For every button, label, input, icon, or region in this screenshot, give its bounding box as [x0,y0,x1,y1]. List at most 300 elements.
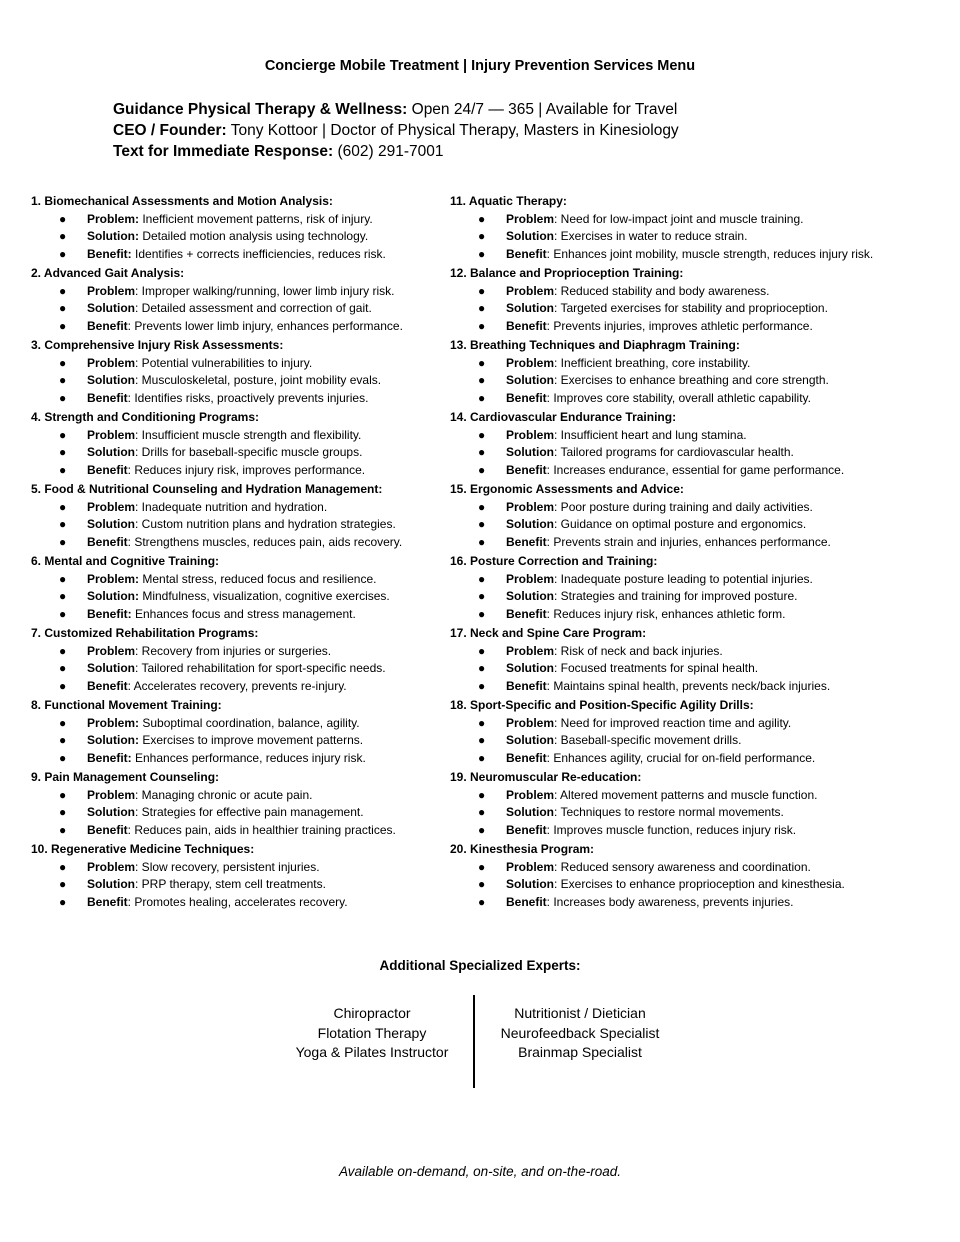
bullet-label: Solution [506,445,554,459]
bullet-item [450,606,920,624]
contact-value: (602) 291-7001 [333,143,444,160]
section-title: 18. Sport-Specific and Position-Specific Agility Drills: [450,698,754,712]
bullet-dot-icon: ● [59,427,67,442]
bullet-label: Solution [506,517,554,531]
bullet-dot-icon: ● [59,822,67,837]
bullet-text: : Baseball-specific movement drills. [554,733,742,747]
section-title: 1. Biomechanical Assessments and Motion Analysis: [31,194,333,208]
bullet-item [31,228,501,246]
bullet-dot-icon: ● [59,318,67,333]
expert-item: Flotation Therapy [317,1024,427,1041]
bullet-text: : Targeted exercises for stability and proprioception. [554,301,828,315]
bullet-dot-icon: ● [478,661,486,675]
bullet-text: : Detailed assessment and correction of gait. [135,301,372,315]
bullet-dot-icon: ● [478,355,486,370]
section-title: 5. Food & Nutritional Counseling and Hydration Management: [31,482,383,496]
bullet-item [450,787,920,805]
bullet-text: : Accelerates recovery, prevents re-injury. [127,678,347,693]
bullet-item [450,732,920,750]
bullet-item [31,715,501,733]
service-section [31,841,501,911]
ceo-value: Tony Kottoor | Doctor of Physical Therapy, Masters in Kinesiology [226,122,679,139]
bullet-item [31,318,501,336]
bullet-dot-icon: ● [478,283,486,298]
service-section [31,481,501,551]
bullet-item [450,894,920,912]
section-title: 8. Functional Movement Training: [31,698,222,712]
bullet-item [31,822,501,840]
bullet-dot-icon: ● [59,859,67,874]
bullet-text: : Enhances joint mobility, muscle strength, reduces injury risk. [546,246,874,261]
bullet-dot-icon: ● [478,643,486,658]
bullet-item [31,534,501,552]
bullet-text: : Poor posture during training and daily activities. [554,499,813,514]
bullet-text: : Reduces injury risk, enhances athletic form. [546,606,786,621]
bullet-dot-icon: ● [59,246,67,261]
bullet-label: Benefit [506,246,547,261]
section-title: 13. Breathing Techniques and Diaphragm Training: [450,338,740,352]
bullet-label: Benefit [87,390,128,405]
bullet-item [450,462,920,480]
bullet-text: : Inadequate posture leading to potential injuries. [554,571,813,586]
bullet-dot-icon: ● [59,499,67,514]
bullet-text: : Prevents injuries, improves athletic performance. [546,318,813,333]
bullet-text: : Risk of neck and back injuries. [554,643,723,658]
bullet-label: Problem [506,715,555,730]
bullet-label: Benefit [87,894,128,909]
bullet-item [31,750,501,768]
bullet-text: : Reduces pain, aids in healthier training practices. [127,822,396,837]
section-title: 19. Neuromuscular Re-education: [450,770,642,784]
bullet-item [31,427,501,445]
services-column-left [31,193,501,913]
bullet-label: Benefit: [87,246,132,261]
experts-list-right [480,1004,680,1063]
bullet-item [31,499,501,517]
section-title: 3. Comprehensive Injury Risk Assessments: [31,338,284,352]
bullet-item [450,300,920,318]
bullet-label: Solution [506,589,554,603]
bullet-text: : Custom nutrition plans and hydration strategies. [135,517,396,531]
bullet-dot-icon: ● [478,211,486,226]
bullet-item [31,571,501,589]
bullet-dot-icon: ● [478,750,486,765]
bullet-text: : Drills for baseball-specific muscle groups. [135,445,363,459]
bullet-dot-icon: ● [478,246,486,261]
bullet-label: Solution [506,805,554,819]
bullet-item [450,390,920,408]
bullet-dot-icon: ● [59,462,67,477]
company-label: Guidance Physical Therapy & Wellness: [113,101,408,118]
bullet-text: : Reduced stability and body awareness. [554,283,770,298]
bullet-dot-icon: ● [59,877,67,891]
bullet-label: Problem [87,859,136,874]
bullet-dot-icon: ● [478,822,486,837]
bullet-label: Problem [506,859,555,874]
bullet-item [450,211,920,229]
bullet-label: Benefit [87,462,128,477]
bullet-label: Benefit [506,318,547,333]
bullet-dot-icon: ● [59,229,67,243]
bullet-item [450,516,920,534]
bullet-item [450,715,920,733]
bullet-text: : Need for improved reaction time and agility. [554,715,792,730]
bullet-dot-icon: ● [478,571,486,586]
section-title: 11. Aquatic Therapy: [450,194,567,208]
service-section [31,769,501,839]
bullet-dot-icon: ● [478,859,486,874]
bullet-item [450,876,920,894]
service-section [31,625,501,695]
bullet-item [31,372,501,390]
section-title: 7. Customized Rehabilitation Programs: [31,626,259,640]
section-title: 14. Cardiovascular Endurance Training: [450,410,677,424]
experts-divider [473,995,475,1088]
bullet-text: : Reduces injury risk, improves performance. [127,462,366,477]
footer-note: Available on-demand, on-site, and on-the-road. [339,1164,621,1179]
bullet-item [31,606,501,624]
bullet-label: Benefit [506,822,547,837]
ceo-line [113,120,679,141]
bullet-text: : Prevents strain and injuries, enhances performance. [546,534,831,549]
bullet-item [31,859,501,877]
bullet-dot-icon: ● [59,534,67,549]
bullet-dot-icon: ● [59,661,67,675]
section-title: 10. Regenerative Medicine Techniques: [31,842,255,856]
bullet-item [450,571,920,589]
bullet-text: : Recovery from injuries or surgeries. [135,643,332,658]
bullet-text: : Insufficient heart and lung stamina. [554,427,747,442]
bullet-item [450,318,920,336]
services-column-right [450,193,920,913]
contact-label: Text for Immediate Response: [113,143,334,160]
service-section [450,841,920,911]
bullet-item [450,804,920,822]
bullet-dot-icon: ● [59,715,67,730]
bullet-text: : Strategies and training for improved posture. [554,589,798,603]
bullet-item [31,732,501,750]
bullet-item [450,822,920,840]
bullet-label: Benefit [506,750,547,765]
bullet-text: Exercises to improve movement patterns. [138,733,364,747]
bullet-text: : Strengthens muscles, reduces pain, aids recovery. [127,534,403,549]
bullet-dot-icon: ● [478,678,486,693]
bullet-dot-icon: ● [478,445,486,459]
service-section [450,481,920,551]
bullet-dot-icon: ● [59,355,67,370]
bullet-label: Solution [87,517,135,531]
bullet-label: Problem [87,283,136,298]
bullet-item [450,246,920,264]
service-section [31,265,501,335]
bullet-label: Solution [506,877,554,891]
section-title: 17. Neck and Spine Care Program: [450,626,647,640]
bullet-dot-icon: ● [478,318,486,333]
bullet-text: : Guidance on optimal posture and ergonomics. [554,517,807,531]
expert-item: Nutritionist / Dietician [514,1005,646,1021]
service-section [450,337,920,407]
service-section [31,697,501,767]
service-section [450,193,920,263]
bullet-label: Problem [87,787,136,802]
section-title: 4. Strength and Conditioning Programs: [31,410,259,424]
bullet-label: Problem [87,355,136,370]
bullet-item [450,750,920,768]
bullet-dot-icon: ● [59,787,67,802]
bullet-item [31,390,501,408]
bullet-dot-icon: ● [59,517,67,531]
bullet-text: : Altered movement patterns and muscle function. [554,787,818,802]
bullet-item [450,444,920,462]
bullet-item [31,678,501,696]
bullet-text: Enhances focus and stress management. [131,606,356,621]
bullet-text: : Increases body awareness, prevents injuries. [546,894,794,909]
bullet-label: Benefit [506,390,547,405]
service-section [31,337,501,407]
bullet-text: : Inadequate nutrition and hydration. [135,499,328,514]
bullet-label: Benefit [87,318,128,333]
bullet-label: Solution: [87,229,139,243]
bullet-text: : Reduced sensory awareness and coordination. [554,859,811,874]
bullet-label: Solution [506,373,554,387]
experts-list-left [272,1004,472,1063]
bullet-item [450,660,920,678]
bullet-item [31,355,501,373]
bullet-text: : Improves core stability, overall athletic capability. [546,390,811,405]
bullet-text: Identifies + corrects inefficiencies, reduces risk. [131,246,386,261]
bullet-item [450,859,920,877]
bullet-item [31,588,501,606]
bullet-label: Benefit: [87,606,132,621]
bullet-dot-icon: ● [478,733,486,747]
bullet-item [31,804,501,822]
bullet-dot-icon: ● [478,606,486,621]
company-value: Open 24/7 — 365 | Available for Travel [407,101,678,118]
bullet-dot-icon: ● [59,445,67,459]
bullet-dot-icon: ● [478,462,486,477]
bullet-text: : Maintains spinal health, prevents neck/back injuries. [546,678,831,693]
bullet-label: Problem [506,571,555,586]
bullet-item [450,372,920,390]
bullet-text: Mindfulness, visualization, cognitive exercises. [138,589,390,603]
bullet-item [450,283,920,301]
bullet-text: : Insufficient muscle strength and flexibility. [135,427,362,442]
bullet-item [31,283,501,301]
bullet-item [31,462,501,480]
bullet-label: Solution [87,445,135,459]
bullet-label: Solution: [87,589,139,603]
service-section [450,409,920,479]
bullet-dot-icon: ● [59,390,67,405]
bullet-label: Problem [506,499,555,514]
bullet-text: : Techniques to restore normal movements. [554,805,784,819]
bullet-label: Problem [506,427,555,442]
bullet-dot-icon: ● [478,589,486,603]
bullet-label: Problem [87,427,136,442]
bullet-label: Problem [87,643,136,658]
bullet-label: Solution [506,301,554,315]
service-section [450,697,920,767]
bullet-text: : Identifies risks, proactively prevents injuries. [127,390,369,405]
bullet-label: Solution: [87,733,139,747]
bullet-text: Inefficient movement patterns, risk of injury. [139,211,373,226]
bullet-text: Detailed motion analysis using technology. [138,229,369,243]
bullet-dot-icon: ● [59,283,67,298]
service-section [450,553,920,623]
bullet-label: Solution [506,661,554,675]
bullet-item [31,211,501,229]
bullet-dot-icon: ● [59,805,67,819]
company-line [113,99,679,120]
bullet-item [450,427,920,445]
bullet-label: Problem [87,499,136,514]
bullet-label: Problem: [87,715,140,730]
bullet-label: Benefit [506,678,547,693]
contact-line [113,141,679,162]
bullet-label: Solution [87,373,135,387]
bullet-text: : Exercises in water to reduce strain. [554,229,748,243]
bullet-item [450,678,920,696]
bullet-text: : Improves muscle function, reduces injury risk. [546,822,797,837]
bullet-label: Problem [506,643,555,658]
bullet-text: : Exercises to enhance proprioception and kinesthesia. [554,877,845,891]
bullet-dot-icon: ● [59,589,67,603]
bullet-text: : Strategies for effective pain management. [135,805,364,819]
bullet-dot-icon: ● [478,229,486,243]
bullet-label: Problem: [87,211,140,226]
bullet-item [31,660,501,678]
bullet-dot-icon: ● [478,390,486,405]
bullet-dot-icon: ● [59,733,67,747]
bullet-label: Benefit: [87,750,132,765]
bullet-label: Solution [87,877,135,891]
bullet-item [450,534,920,552]
bullet-text: Enhances performance, reduces injury risk. [131,750,366,765]
service-section [31,193,501,263]
bullet-item [31,444,501,462]
page-title: Concierge Mobile Treatment | Injury Prevention Services Menu [264,58,696,74]
bullet-dot-icon: ● [59,373,67,387]
service-section [450,625,920,695]
bullet-text: : Increases endurance, essential for game performance. [546,462,845,477]
section-title: 2. Advanced Gait Analysis: [31,266,185,280]
bullet-label: Benefit [87,534,128,549]
bullet-dot-icon: ● [478,787,486,802]
bullet-label: Solution [87,661,135,675]
expert-item: Neurofeedback Specialist [500,1024,660,1041]
bullet-label: Benefit [506,534,547,549]
bullet-dot-icon: ● [59,301,67,315]
bullet-text: : Managing chronic or acute pain. [135,787,313,802]
bullet-item [450,588,920,606]
service-section [450,265,920,335]
header-block [113,99,679,162]
bullet-text: : Tailored programs for cardiovascular health. [554,445,794,459]
bullet-dot-icon: ● [478,301,486,315]
bullet-label: Problem [506,283,555,298]
bullet-label: Problem: [87,571,140,586]
bullet-text: Suboptimal coordination, balance, agility. [139,715,360,730]
bullet-item [31,894,501,912]
bullet-text: : Promotes healing, accelerates recovery. [127,894,348,909]
bullet-text: : Tailored rehabilitation for sport-specific needs. [135,661,386,675]
section-title: 6. Mental and Cognitive Training: [31,554,220,568]
bullet-text: Mental stress, reduced focus and resilience. [139,571,377,586]
service-section [31,553,501,623]
bullet-item [31,300,501,318]
bullet-text: : Exercises to enhance breathing and core strength. [554,373,829,387]
bullet-text: : Potential vulnerabilities to injury. [135,355,313,370]
bullet-text: : PRP therapy, stem cell treatments. [135,877,326,891]
bullet-item [31,643,501,661]
bullet-dot-icon: ● [478,517,486,531]
bullet-label: Benefit [506,894,547,909]
bullet-label: Benefit [506,462,547,477]
bullet-item [450,643,920,661]
bullet-dot-icon: ● [478,499,486,514]
bullet-label: Benefit [506,606,547,621]
bullet-text: : Musculoskeletal, posture, joint mobility evals. [135,373,382,387]
bullet-text: : Enhances agility, crucial for on-field performance. [546,750,816,765]
section-title: 15. Ergonomic Assessments and Advice: [450,482,684,496]
bullet-label: Solution [506,733,554,747]
bullet-dot-icon: ● [59,571,67,586]
bullet-text: : Improper walking/running, lower limb injury risk. [135,283,395,298]
bullet-dot-icon: ● [478,715,486,730]
bullet-label: Solution [506,229,554,243]
bullet-label: Solution [87,301,135,315]
bullet-dot-icon: ● [478,894,486,909]
bullet-label: Solution [87,805,135,819]
bullet-text: : Focused treatments for spinal health. [554,661,759,675]
expert-item: Yoga & Pilates Instructor [295,1044,449,1060]
experts-title: Additional Specialized Experts: [379,958,581,973]
bullet-item [31,516,501,534]
bullet-dot-icon: ● [59,678,67,693]
expert-item: Chiropractor [333,1005,411,1021]
service-section [450,769,920,839]
bullet-item [450,228,920,246]
bullet-dot-icon: ● [478,534,486,549]
bullet-dot-icon: ● [59,643,67,658]
bullet-label: Problem [506,787,555,802]
bullet-item [31,876,501,894]
ceo-label: CEO / Founder: [113,122,227,139]
bullet-label: Benefit [87,822,128,837]
bullet-item [450,499,920,517]
bullet-text: : Need for low-impact joint and muscle training. [554,211,804,226]
bullet-text: : Prevents lower limb injury, enhances performance. [127,318,403,333]
service-section [31,409,501,479]
bullet-dot-icon: ● [478,805,486,819]
bullet-dot-icon: ● [59,606,67,621]
bullet-label: Problem [506,355,555,370]
bullet-dot-icon: ● [59,750,67,765]
bullet-dot-icon: ● [59,894,67,909]
bullet-item [450,355,920,373]
section-title: 12. Balance and Proprioception Training: [450,266,684,280]
bullet-text: : Inefficient breathing, core instability. [554,355,751,370]
bullet-label: Problem [506,211,555,226]
bullet-dot-icon: ● [478,373,486,387]
bullet-text: : Slow recovery, persistent injuries. [135,859,320,874]
section-title: 9. Pain Management Counseling: [31,770,220,784]
bullet-dot-icon: ● [59,211,67,226]
section-title: 16. Posture Correction and Training: [450,554,658,568]
section-title: 20. Kinesthesia Program: [450,842,595,856]
bullet-dot-icon: ● [478,427,486,442]
bullet-label: Benefit [87,678,128,693]
